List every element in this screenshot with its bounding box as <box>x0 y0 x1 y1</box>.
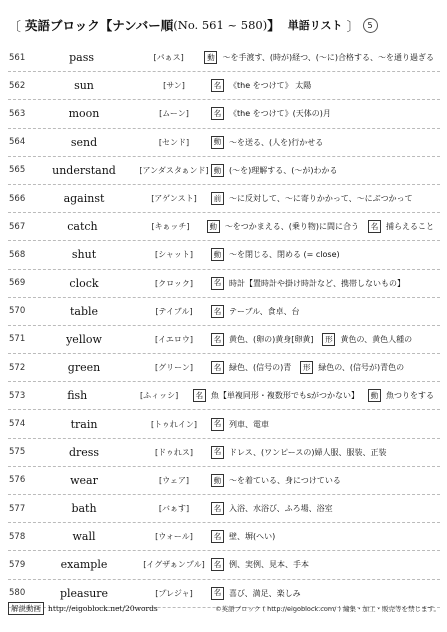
word-row <box>8 44 440 72</box>
pronunciation: [バぁす] <box>158 504 190 514</box>
english-word: table <box>69 304 99 318</box>
meaning-list <box>211 107 440 120</box>
word-row <box>8 298 440 326</box>
japanese-meaning: 入浴、水浴び、ふろ場、浴室 <box>229 504 333 514</box>
part-of-speech-badge: 名 <box>211 530 224 543</box>
word-row <box>8 467 440 495</box>
meaning-list <box>211 418 440 431</box>
japanese-meaning: ～を手渡す、(時が)経つ、(～に)合格する、～を通り過ぎる <box>222 53 434 63</box>
part-of-speech-badge: 名 <box>211 418 224 431</box>
word-number: 562 <box>9 80 26 91</box>
meaning-list <box>211 79 440 92</box>
word-row <box>8 129 440 157</box>
japanese-meaning: テーブル、食卓、台 <box>229 306 300 316</box>
japanese-meaning: ～をつかまえる、(乗り物)に間に合う <box>224 222 359 232</box>
word-row <box>8 213 440 241</box>
pronunciation: [テイブル] <box>155 306 193 316</box>
pronunciation: [アゲンスト] <box>151 194 197 204</box>
meaning-list <box>211 333 440 346</box>
part-of-speech-badge: 動 <box>368 389 381 402</box>
header-open-bracket: 〔 <box>8 19 22 35</box>
part-of-speech-badge: 名 <box>193 389 206 402</box>
japanese-meaning: 黄色、(卵の)黄身[卵黄] <box>229 334 314 344</box>
word-row <box>8 551 440 579</box>
meaning-list <box>207 220 440 233</box>
word-row <box>8 270 440 298</box>
copyright-notice: ©英語ブロック ( http://eigoblock.com/ ) 編集・加工・販売等を禁じます。 <box>215 604 440 613</box>
pronunciation: [パぁス] <box>153 53 184 63</box>
meaning-list <box>211 361 440 374</box>
english-word: catch <box>67 220 98 234</box>
part-of-speech-badge: 動 <box>211 474 224 487</box>
pronunciation: [グリーン] <box>154 363 194 373</box>
english-word: clock <box>69 276 99 290</box>
english-word: understand <box>52 163 116 177</box>
pronunciation: [センド] <box>158 137 190 147</box>
english-word: against <box>63 192 105 206</box>
meaning-list <box>211 530 440 543</box>
word-number: 561 <box>9 52 26 63</box>
word-number: 580 <box>9 588 26 599</box>
word-number: 563 <box>9 108 26 119</box>
japanese-meaning: 緑色、(信号の)青 <box>229 363 292 373</box>
page-header <box>8 12 438 38</box>
japanese-meaning: ～を着ている、身につけている <box>229 475 341 485</box>
pronunciation: [ふィッシ] <box>140 391 179 401</box>
japanese-meaning: 時計【置時計や掛け時計など、携帯しないもの】 <box>229 278 405 288</box>
japanese-meaning: 黄色の、黄色人種の <box>340 334 413 344</box>
part-of-speech-badge: 名 <box>211 446 224 459</box>
pronunciation: [クロック] <box>154 278 194 288</box>
pronunciation: [キぁッチ] <box>151 222 190 232</box>
part-of-speech-badge: 名 <box>211 333 224 346</box>
part-of-speech-badge: 形 <box>300 361 313 374</box>
meaning-list <box>193 389 440 402</box>
japanese-meaning: ～に反対して、～に寄りかかって、～にぶつかって <box>229 194 413 204</box>
word-number: 567 <box>9 221 26 232</box>
english-word: green <box>67 361 101 375</box>
pronunciation: [ウォール] <box>155 532 193 542</box>
video-badge: 解説動画 <box>8 602 44 615</box>
japanese-meaning: 緑色の、(信号が)青色の <box>318 363 405 373</box>
part-of-speech-badge: 名 <box>368 220 381 233</box>
pronunciation: [シャット] <box>154 250 194 260</box>
word-row <box>8 185 440 213</box>
header-close-bracket: 〕 <box>346 19 360 35</box>
word-row <box>8 439 440 467</box>
english-word: bath <box>71 502 97 516</box>
word-row <box>8 157 440 185</box>
pronunciation: [イグザぁンプル] <box>143 560 205 570</box>
japanese-meaning: 《the をつけて》 太陽 <box>229 81 312 91</box>
word-number: 564 <box>9 137 26 148</box>
english-word: yellow <box>66 332 102 346</box>
japanese-meaning: ～を閉じる、閉める (= close) <box>229 250 340 260</box>
english-word: fish <box>67 389 88 403</box>
part-of-speech-badge: 名 <box>211 277 224 290</box>
header-subtitle: 単語リスト <box>287 19 343 32</box>
pronunciation: [イエロウ] <box>155 334 193 344</box>
word-number: 575 <box>9 447 26 458</box>
english-word: pass <box>69 51 95 65</box>
word-row <box>8 382 440 410</box>
english-word: wear <box>70 473 98 487</box>
japanese-meaning: 魚つりをする <box>386 391 434 401</box>
part-of-speech-badge: 前 <box>211 192 224 205</box>
japanese-meaning: ドレス、(ワンピースの)婦人服、服装、正装 <box>229 447 387 457</box>
word-number: 574 <box>9 419 26 430</box>
part-of-speech-badge: 名 <box>211 305 224 318</box>
meaning-list <box>211 136 440 149</box>
english-word: example <box>60 558 108 572</box>
english-word: train <box>70 417 98 431</box>
word-number: 568 <box>9 249 26 260</box>
meaning-list <box>211 558 440 571</box>
word-row <box>8 72 440 100</box>
meaning-list <box>211 248 440 261</box>
word-row <box>8 354 440 382</box>
header-title: 英語ブロック【ナンバー順 <box>25 18 174 33</box>
part-of-speech-badge: 名 <box>211 79 224 92</box>
word-list <box>8 44 440 608</box>
pronunciation: [プレジャ] <box>155 588 193 598</box>
english-word: moon <box>68 107 100 121</box>
meaning-list <box>211 277 440 290</box>
japanese-meaning: 捕らえること <box>385 222 434 232</box>
part-of-speech-badge: 名 <box>211 587 224 600</box>
part-of-speech-badge: 動 <box>211 164 224 177</box>
page-number: 5 <box>363 18 378 33</box>
part-of-speech-badge: 動 <box>211 136 224 149</box>
word-number: 579 <box>9 559 26 570</box>
word-row <box>8 326 440 354</box>
word-number: 572 <box>9 362 26 373</box>
japanese-meaning: 壁、塀(へい) <box>229 532 276 542</box>
meaning-list <box>204 51 440 64</box>
japanese-meaning: (～を)理解する、(～が)わかる <box>229 165 338 175</box>
header-close-title: 】 <box>267 18 280 33</box>
japanese-meaning: 喜び、満足、楽しみ <box>229 588 301 598</box>
word-row <box>8 100 440 128</box>
meaning-list <box>211 474 440 487</box>
pronunciation: [ウェア] <box>159 475 189 485</box>
page-footer <box>8 600 440 616</box>
word-row <box>8 241 440 269</box>
english-word: sun <box>74 79 94 93</box>
part-of-speech-badge: 名 <box>211 361 224 374</box>
word-row <box>8 495 440 523</box>
word-number: 571 <box>9 334 26 345</box>
meaning-list <box>211 587 440 600</box>
japanese-meaning: 《the をつけて》(天体の)月 <box>229 109 331 119</box>
meaning-list <box>211 446 440 459</box>
japanese-meaning: ～を送る、(人を)行かせる <box>229 137 324 147</box>
video-url-link[interactable]: http://eigoblock.net/20words <box>48 603 158 613</box>
word-row <box>8 410 440 438</box>
word-number: 578 <box>9 531 26 542</box>
pronunciation: [アンダスタぁンド] <box>139 165 209 175</box>
part-of-speech-badge: 動 <box>204 51 217 64</box>
english-word: dress <box>68 445 100 459</box>
pronunciation: [ムーン] <box>159 109 189 119</box>
japanese-meaning: 魚【単複同形・複数形でもsがつかない】 <box>210 391 359 401</box>
word-number: 576 <box>9 475 26 486</box>
part-of-speech-badge: 動 <box>211 248 224 261</box>
japanese-meaning: 列車、電車 <box>229 419 269 429</box>
pronunciation: [ドゥれス] <box>154 447 194 457</box>
japanese-meaning: 例、実例、見本、手本 <box>229 560 309 570</box>
english-word: pleasure <box>59 586 109 600</box>
word-row <box>8 523 440 551</box>
pronunciation: [トゥれイン] <box>150 419 198 429</box>
word-number: 565 <box>9 165 26 176</box>
pronunciation: [サン] <box>163 81 185 91</box>
meaning-list <box>211 502 440 515</box>
word-number: 577 <box>9 503 26 514</box>
word-number: 569 <box>9 278 26 289</box>
english-word: shut <box>71 248 97 262</box>
word-number: 566 <box>9 193 26 204</box>
part-of-speech-badge: 名 <box>211 107 224 120</box>
word-number: 573 <box>9 390 26 401</box>
part-of-speech-badge: 名 <box>211 558 224 571</box>
part-of-speech-badge: 形 <box>322 333 335 346</box>
part-of-speech-badge: 動 <box>207 220 220 233</box>
meaning-list <box>211 305 440 318</box>
meaning-list <box>211 164 440 177</box>
part-of-speech-badge: 名 <box>211 502 224 515</box>
english-word: send <box>70 135 98 149</box>
english-word: wall <box>72 530 96 544</box>
header-range: (No. 561 ~ 580) <box>173 18 268 32</box>
meaning-list <box>211 192 440 205</box>
word-number: 570 <box>9 306 26 317</box>
